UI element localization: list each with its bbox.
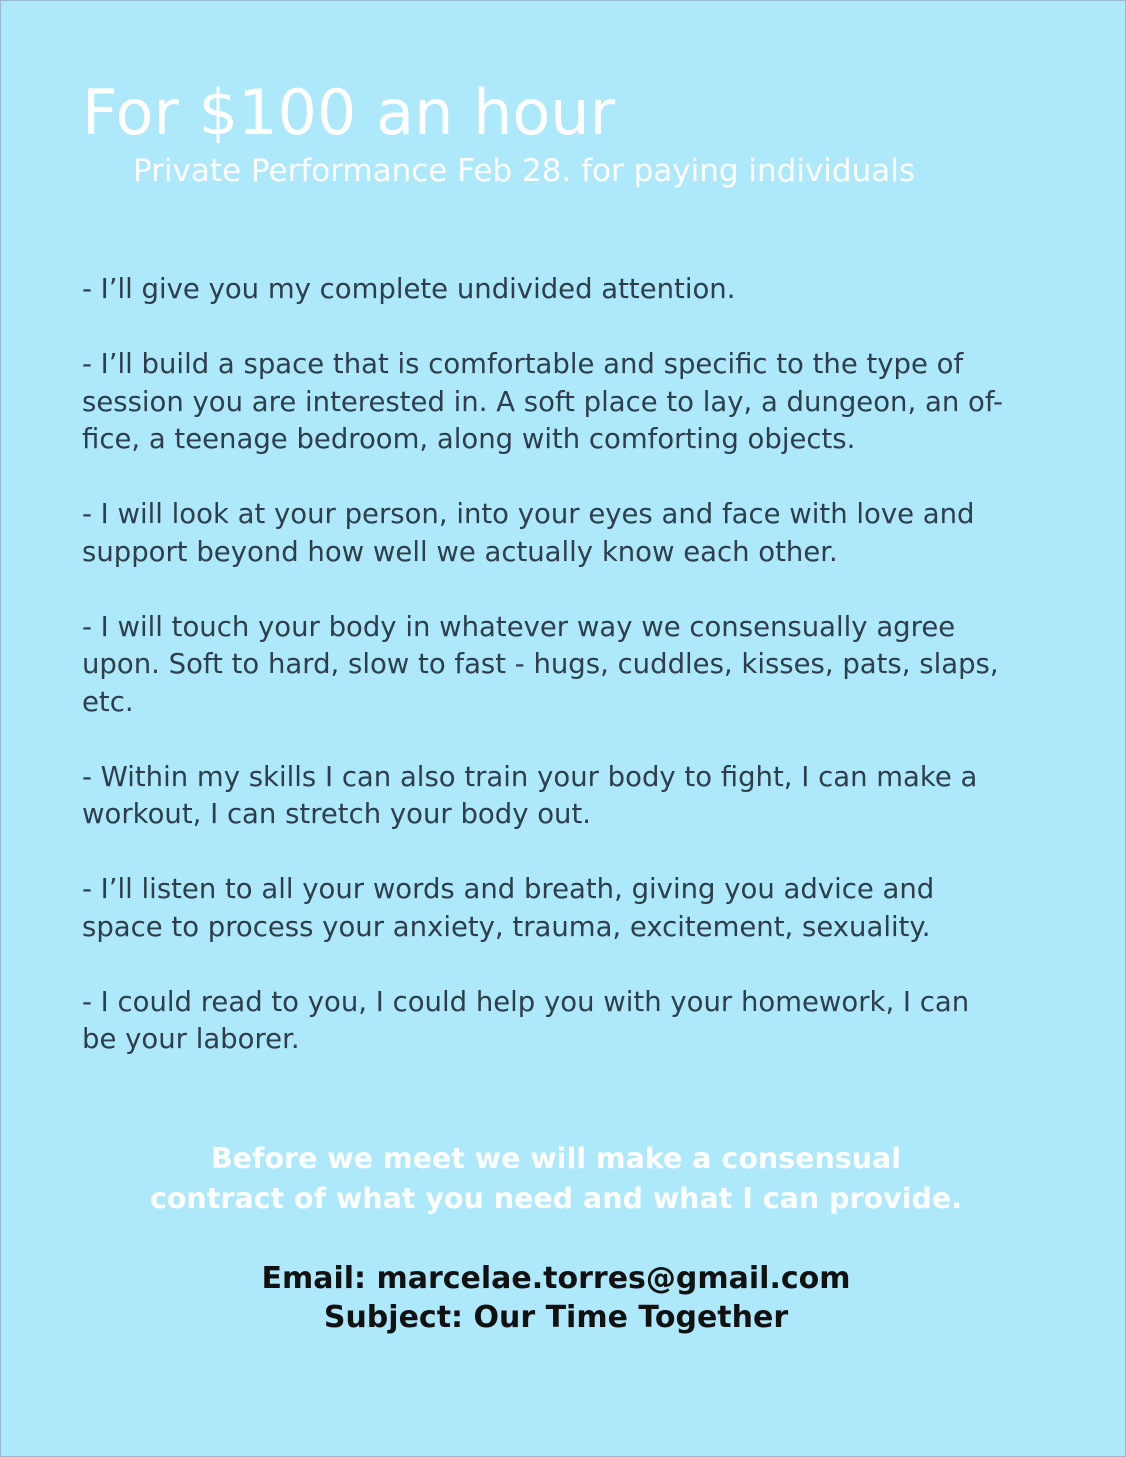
- offer-item-look: - I will look at your person, into your eyes and face with love and support beyond how well we actually know each other.: [82, 498, 975, 568]
- offer-item-touch: - I will touch your body in whatever way we consensually agree upon. Soft to hard, slow to fast - hugs, cuddles, kisses, pats, slaps, etc.: [82, 610, 999, 718]
- contact-block: [1, 1259, 1111, 1337]
- contact-email: Email: marcelae.torres@gmail.com: [261, 1261, 851, 1296]
- offer-item-train: - Within my skills I can also train your body to fight, I can make a workout, I can stretch your body out.: [82, 760, 978, 830]
- offer-item-space: - I’ll build a space that is comfortable and specific to the type of session you are interested in. A soft place to lay, a dungeon, an of- fice, a teenage bedroom, along with comforting objects.: [82, 348, 1003, 455]
- offer-list: [82, 271, 1042, 1096]
- offer-item-listen: - I’ll listen to all your words and breath, giving you advice and space to process your anxiety, trauma, excitement, sexuality.: [82, 873, 935, 943]
- flyer-subtitle: Private Performance Feb 28. for paying individuals: [133, 153, 916, 189]
- offer-item-attention: - I’ll give you my complete undivided attention.: [82, 273, 736, 305]
- flyer-title: For $100 an hour: [82, 76, 616, 149]
- consent-note: Before we meet we will make a consensual contract of what you need and what I can provide.: [149, 1142, 963, 1215]
- offer-item-read: - I could read to you, I could help you with your homework, I can be your laborer.: [82, 985, 970, 1055]
- contact-subject: Subject: Our Time Together: [323, 1300, 789, 1335]
